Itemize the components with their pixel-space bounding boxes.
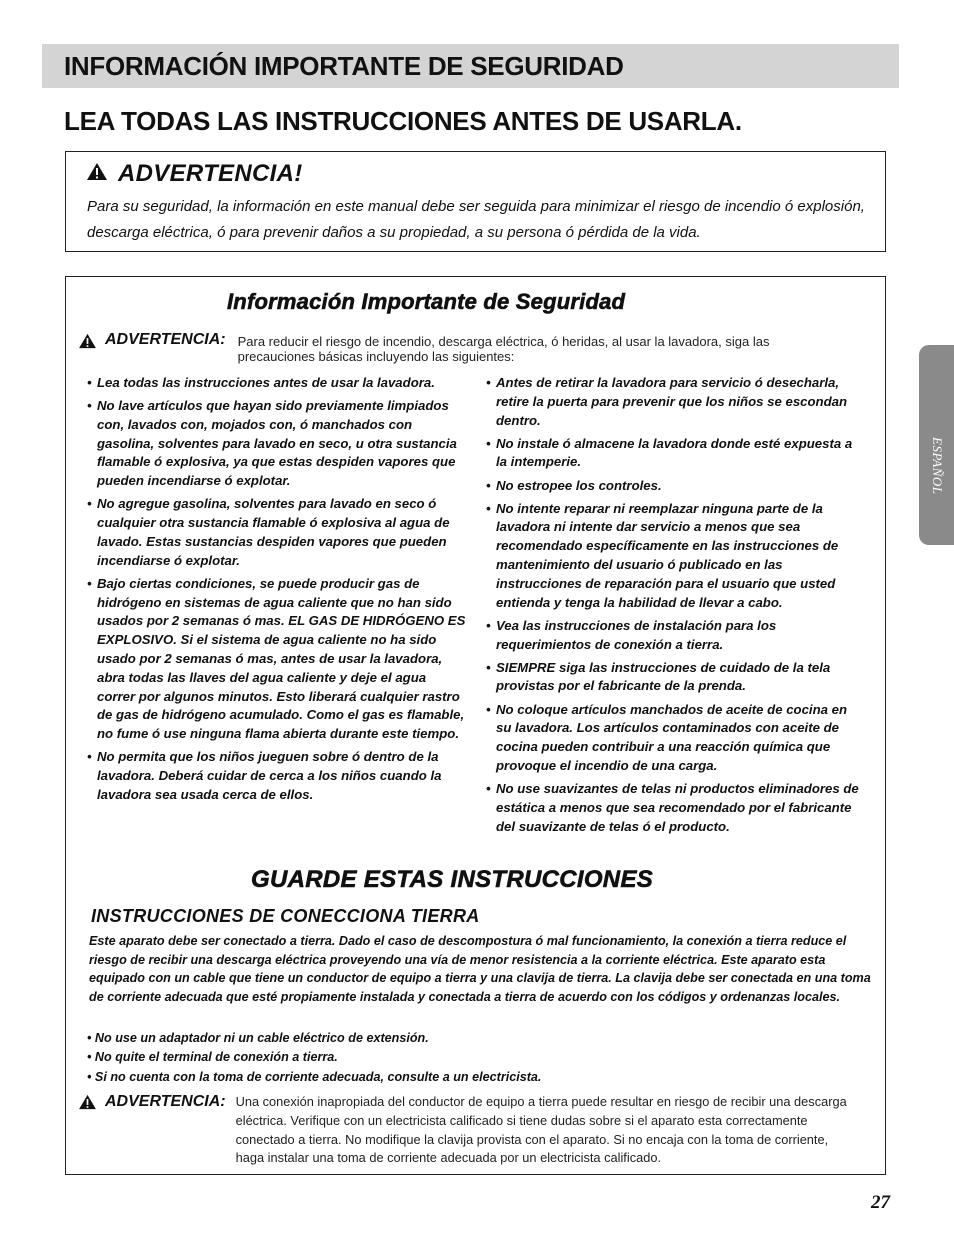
safety-list-right <box>486 374 866 841</box>
warning-text: Para su seguridad, la información en este manual debe ser seguida para minimizar el riesgo de incendio ó explosión, descarga eléctrica, ó para prevenir daños a su propiedad, a su persona ó pérdida de la vida. <box>87 198 865 241</box>
list-item: • No use un adaptador ni un cable eléctrico de extensión. <box>87 1029 541 1048</box>
safety-box <box>65 276 886 1175</box>
list-item: • Bajo ciertas condiciones, se puede producir gas de hidrógeno en sistemas de agua caliente que no han sido usados por 2 semanas ó mas. EL GAS DE HIDRÓGENO ES EXPLOSIVO. Si el sistema de agua caliente no ha sido usado por 2 semanas ó mas, antes de usar la lavadora, abra todas las llaves del agua caliente y deje el agua correr por algunos minutos. Esto liberará cualquier rastro de gas de hidrógeno acumulado. Como el gas es flamable, no fume ó use ninguna flama abierta durante este tiempo. <box>87 575 467 744</box>
list-item: • No lave artículos que hayan sido previamente limpiados con, lavados con, mojados con, ó manchados con gasolina, solventes para lavado en seco, u otra sustancia flamable ó explosiva, ya que estas despiden vapores que pueden incendiarse ó explotar. <box>87 397 467 491</box>
list-item: • No quite el terminal de conexión a tierra. <box>87 1048 541 1067</box>
list-item: • No intente reparar ni reemplazar ninguna parte de la lavadora ni intente dar servicio a menos que sea recomendado específicamente en las instrucciones de mantenimiento del usuario ó publicado en las instrucciones de reparación para el usuario que usted entienda y tenga la habilidad de llevar a cabo. <box>486 500 866 613</box>
list-item: • Lea todas las instrucciones antes de usar la lavadora. <box>87 374 467 393</box>
safety-warning-row <box>78 331 868 364</box>
page-number: 27 <box>871 1192 890 1213</box>
warning-triangle-icon <box>86 162 108 186</box>
warning-triangle-icon <box>78 1094 97 1115</box>
list-item: • No estropee los controles. <box>486 477 866 496</box>
list-item: • No instale ó almacene la lavadora donde esté expuesta a la intemperie. <box>486 435 866 473</box>
grounding-list <box>87 1029 541 1087</box>
safety-title: Información Importante de Seguridad <box>227 289 626 314</box>
warning-triangle-icon <box>78 333 97 354</box>
warning-box <box>65 151 886 252</box>
save-instructions-title: GUARDE ESTAS INSTRUCCIONES <box>251 866 654 893</box>
warning-title-row <box>86 160 303 188</box>
list-item: • No coloque artículos manchados de aceite de cocina en su lavadora. Los artículos contaminados con aceite de cocina pueden contribuir a una reacción química que provoque el incendio de una carga. <box>486 701 866 776</box>
list-item: • Si no cuenta con la toma de corriente adecuada, consulte a un electricista. <box>87 1068 541 1087</box>
grounding-warning-label: ADVERTENCIA: <box>105 1093 226 1110</box>
safety-warning-label: ADVERTENCIA: <box>105 331 226 348</box>
language-side-tab-label: ESPAÑOL <box>930 437 945 495</box>
language-side-tab <box>919 345 954 545</box>
page-subtitle: LEA TODAS LAS INSTRUCCIONES ANTES DE USARLA. <box>64 106 742 136</box>
list-item: • Antes de retirar la lavadora para servicio ó desecharla, retire la puerta para prevenir que los niños se escondan dentro. <box>486 374 866 430</box>
list-item: • Vea las instrucciones de instalación para los requerimientos de conexión a tierra. <box>486 617 866 655</box>
grounding-warning-text: Una conexión inapropiada del conductor de equipo a tierra puede resultar en riesgo de recibir una descarga eléctrica. Verifique con un electricista calificado si tiene dudas sobre si el aparato esta correctamente conectado a tierra. No modifique la clavija provista con el aparato. Si no encaja con la toma de corriente, haga instalar una toma de corriente adecuada por un electricista calificado. <box>235 1094 847 1166</box>
safety-warning-text: Para reducir el riesgo de incendio, descarga eléctrica, ó heridas, al usar la lavadora, siga las precauciones básicas incluyendo las siguientes: <box>237 334 770 364</box>
safety-list-left <box>87 374 467 809</box>
list-item: • SIEMPRE siga las instrucciones de cuidado de la tela provistas por el fabricante de la prenda. <box>486 659 866 697</box>
warning-title: ADVERTENCIA! <box>118 160 303 187</box>
list-item: • No permita que los niños jueguen sobre ó dentro de la lavadora. Deberá cuidar de cerca a los niños cuando la lavadora sea usada cerca de ellos. <box>87 748 467 804</box>
page-header-title: INFORMACIÓN IMPORTANTE DE SEGURIDAD <box>64 50 624 81</box>
grounding-warning-row <box>78 1093 883 1168</box>
list-item: • No agregue gasolina, solventes para lavado en seco ó cualquier otra sustancia flamable ó explosiva al agua de lavado. Estas sustancias despiden vapores que pueden incendiarse ó explotar. <box>87 495 467 570</box>
header-bar <box>42 44 899 88</box>
list-item: • No use suavizantes de telas ni productos eliminadores de estática a menos que sea recomendado por el fabricante del suavizante de telas ó el producto. <box>486 780 866 836</box>
grounding-title: INSTRUCCIONES DE CONECCIONA TIERRA <box>91 906 480 926</box>
grounding-text: Este aparato debe ser conectado a tierra. Dado el caso de descompostura ó mal funcionamiento, la conexión a tierra reduce el riesgo de recibir una descarga eléctrica proveyendo una vía de menor resistencia a la corriente eléctrica. Este aparato esta equipado con un cable que tiene un conductor de equipo a tierra y una clavija de tierra. La clavija debe ser conectada en una toma de corriente adecuada que esté propiamente instalada y conectada a tierra de acuerdo con los códigos y ordenanzas locales. <box>89 934 871 1004</box>
